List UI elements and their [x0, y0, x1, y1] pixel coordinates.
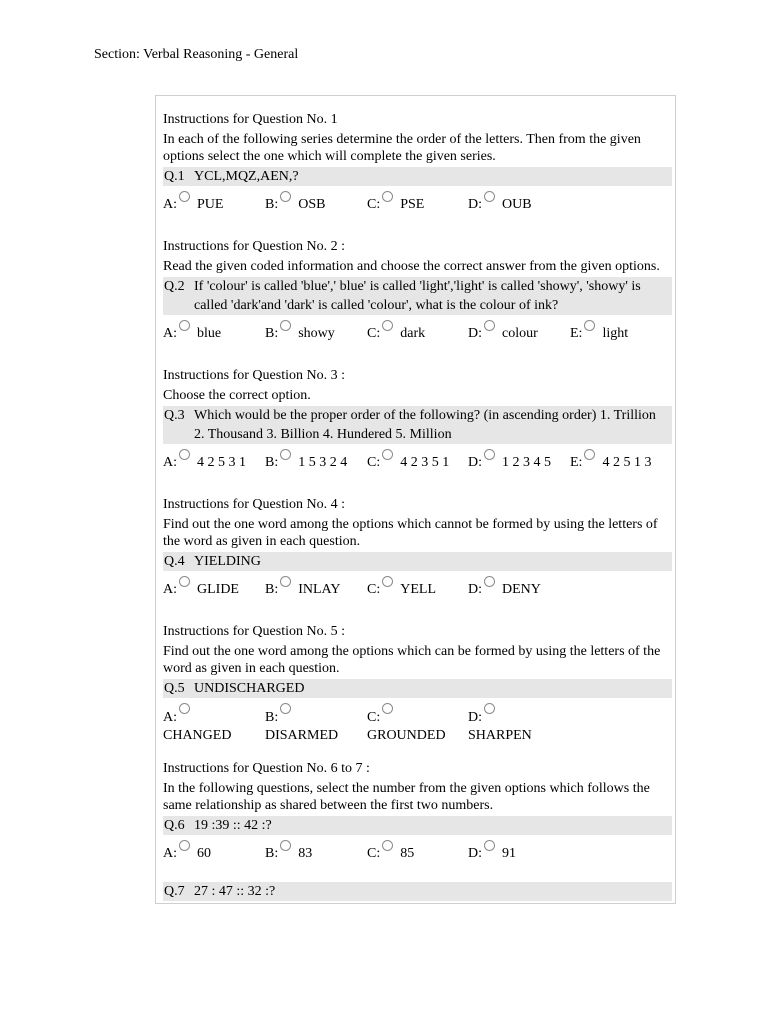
question-number: Q.5 [164, 681, 185, 696]
option-c[interactable] [367, 840, 468, 863]
option-text: SHARPEN [468, 728, 532, 743]
question-block-3 [163, 367, 672, 482]
question-text: UNDISCHARGED [194, 681, 305, 696]
radio-button[interactable] [179, 840, 190, 851]
option-label: D: [468, 455, 482, 470]
radio-button[interactable] [382, 191, 393, 202]
option-text: DENY [502, 582, 541, 597]
question-number: Q.3 [164, 408, 185, 423]
option-text: 4 2 3 5 1 [400, 455, 450, 470]
radio-button[interactable] [484, 840, 495, 851]
question-number: Q.1 [164, 169, 185, 184]
radio-button[interactable] [280, 320, 291, 331]
option-text: OSB [298, 197, 326, 212]
option-a[interactable] [163, 449, 265, 472]
option-text: blue [197, 326, 222, 341]
radio-button[interactable] [280, 703, 291, 714]
option-label: E: [570, 326, 583, 341]
option-text: DISARMED [265, 728, 339, 743]
question-block-5 [163, 623, 672, 746]
question-row [163, 816, 672, 835]
option-d[interactable] [468, 191, 570, 214]
radio-button[interactable] [179, 576, 190, 587]
option-text: PUE [197, 197, 224, 212]
option-d[interactable] [468, 449, 570, 472]
question-text: If 'colour' is called 'blue',' blue' is called 'light','light' is called 'showy', 'showy' is called 'dark'and 'dark' is called 'colour', what is the colour of ink? [194, 279, 641, 313]
question-row [163, 679, 672, 698]
option-label: A: [163, 455, 177, 470]
option-text: 1 2 3 4 5 [502, 455, 551, 470]
option-text: 91 [502, 846, 516, 861]
radio-button[interactable] [280, 840, 291, 851]
option-d[interactable] [468, 703, 570, 745]
option-text: 60 [197, 846, 211, 861]
option-text: light [602, 326, 629, 341]
option-b[interactable] [265, 191, 367, 214]
radio-button[interactable] [484, 703, 495, 714]
instruction-text: Choose the correct option. [163, 388, 311, 403]
instruction-title: Instructions for Question No. 2 : [163, 239, 345, 254]
option-a[interactable] [163, 191, 265, 214]
instruction-title: Instructions for Question No. 1 [163, 112, 338, 127]
radio-button[interactable] [280, 449, 291, 460]
option-label: A: [163, 846, 177, 861]
options-row [163, 835, 672, 873]
option-label: E: [570, 455, 583, 470]
instruction-text: In the following questions, select the number from the given options which follows the same relationship as shared between the first two numbers. [163, 781, 650, 813]
question-block-7 [163, 882, 672, 901]
option-c[interactable] [367, 320, 468, 343]
question-row [163, 167, 672, 186]
radio-button[interactable] [484, 191, 495, 202]
question-row [163, 882, 672, 901]
radio-button[interactable] [179, 191, 190, 202]
options-row [163, 444, 672, 482]
option-d[interactable] [468, 320, 570, 343]
option-label: C: [367, 710, 381, 725]
radio-button[interactable] [584, 449, 595, 460]
question-block-6 [163, 760, 672, 873]
option-label: D: [468, 846, 482, 861]
radio-button[interactable] [382, 576, 393, 587]
options-row [163, 698, 672, 746]
question-row [163, 406, 672, 444]
question-text: 19 :39 :: 42 :? [194, 818, 272, 833]
instruction-text: Find out the one word among the options which cannot be formed by using the letters of the word as given in each question. [163, 517, 658, 549]
question-text: Which would be the proper order of the following? (in ascending order) 1. Trillion 2. Thousand 3. Billion 4. Hundered 5. Million [194, 408, 656, 442]
section-title: Section: Verbal Reasoning - General [94, 47, 299, 62]
option-label: D: [468, 710, 482, 725]
question-list [163, 111, 672, 901]
option-text: PSE [400, 197, 425, 212]
instruction-title: Instructions for Question No. 3 : [163, 368, 345, 383]
question-block-2 [163, 238, 672, 353]
option-b[interactable] [265, 576, 367, 599]
option-label: B: [265, 197, 279, 212]
option-label: C: [367, 846, 381, 861]
option-label: C: [367, 197, 381, 212]
option-c[interactable] [367, 576, 468, 599]
question-row [163, 552, 672, 571]
instruction-text: Read the given coded information and choose the correct answer from the given options. [163, 259, 660, 274]
radio-button[interactable] [382, 449, 393, 460]
radio-button[interactable] [179, 449, 190, 460]
question-text: YIELDING [194, 554, 261, 569]
options-row [163, 186, 672, 224]
option-text: 4 2 5 1 3 [602, 455, 652, 470]
question-row [163, 277, 672, 315]
option-label: B: [265, 455, 279, 470]
option-e[interactable] [570, 449, 670, 472]
option-e[interactable] [570, 320, 670, 343]
option-c[interactable] [367, 191, 468, 214]
option-b[interactable] [265, 703, 367, 745]
question-block-1 [163, 111, 672, 224]
option-label: C: [367, 582, 381, 597]
option-label: A: [163, 197, 177, 212]
option-a[interactable] [163, 703, 265, 745]
question-number: Q.2 [164, 279, 185, 294]
option-c[interactable] [367, 703, 468, 745]
option-text: showy [298, 326, 335, 341]
radio-button[interactable] [484, 449, 495, 460]
option-label: B: [265, 582, 279, 597]
option-a[interactable] [163, 840, 265, 863]
question-panel [155, 95, 676, 904]
option-text: 1 5 3 2 4 [298, 455, 348, 470]
option-b[interactable] [265, 320, 367, 343]
option-label: A: [163, 582, 177, 597]
question-number: Q.6 [164, 818, 185, 833]
option-text: 83 [298, 846, 313, 861]
option-label: B: [265, 326, 279, 341]
option-text: 85 [400, 846, 415, 861]
option-text: CHANGED [163, 728, 232, 743]
option-label: A: [163, 710, 177, 725]
option-label: D: [468, 582, 482, 597]
option-text: YELL [400, 582, 436, 597]
radio-button[interactable] [484, 320, 495, 331]
radio-button[interactable] [584, 320, 595, 331]
radio-button[interactable] [484, 576, 495, 587]
option-text: 4 2 5 3 1 [197, 455, 246, 470]
option-label: B: [265, 710, 279, 725]
option-d[interactable] [468, 576, 570, 599]
instruction-text: In each of the following series determine the order of the letters. Then from the given options select the one which will complete the given series. [163, 132, 641, 164]
question-number: Q.4 [164, 554, 185, 569]
option-label: C: [367, 326, 381, 341]
radio-button[interactable] [382, 840, 393, 851]
option-text: GLIDE [197, 582, 239, 597]
radio-button[interactable] [179, 703, 190, 714]
option-b[interactable] [265, 840, 367, 863]
radio-button[interactable] [382, 320, 393, 331]
option-a[interactable] [163, 576, 265, 599]
option-text: OUB [502, 197, 532, 212]
option-d[interactable] [468, 840, 570, 863]
radio-button[interactable] [382, 703, 393, 714]
option-a[interactable] [163, 320, 265, 343]
option-text: GROUNDED [367, 728, 446, 743]
instruction-title: Instructions for Question No. 5 : [163, 624, 345, 639]
radio-button[interactable] [280, 576, 291, 587]
instruction-title: Instructions for Question No. 6 to 7 : [163, 761, 370, 776]
option-c[interactable] [367, 449, 468, 472]
radio-button[interactable] [179, 320, 190, 331]
option-b[interactable] [265, 449, 367, 472]
question-block-4 [163, 496, 672, 609]
option-label: C: [367, 455, 381, 470]
question-number: Q.7 [164, 884, 185, 899]
option-label: D: [468, 326, 482, 341]
instruction-text: Find out the one word among the options which can be formed by using the letters of the word as given in each question. [163, 644, 661, 676]
radio-button[interactable] [280, 191, 291, 202]
question-text: 27 : 47 :: 32 :? [194, 884, 276, 899]
option-label: A: [163, 326, 177, 341]
option-label: B: [265, 846, 279, 861]
instruction-title: Instructions for Question No. 4 : [163, 497, 345, 512]
question-text: YCL,MQZ,AEN,? [194, 169, 299, 184]
options-row [163, 571, 672, 609]
option-text: INLAY [298, 582, 341, 597]
option-text: dark [400, 326, 426, 341]
option-text: colour [502, 326, 538, 341]
options-row [163, 315, 672, 353]
option-label: D: [468, 197, 482, 212]
